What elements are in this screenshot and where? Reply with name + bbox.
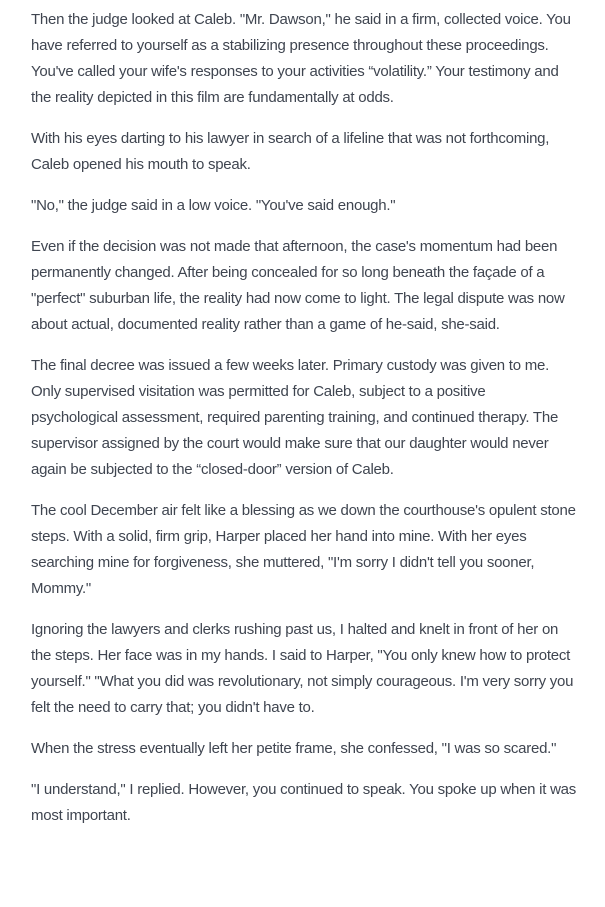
story-paragraph-judge-statement: Then the judge looked at Caleb. "Mr. Dawson," he said in a firm, collected voice. You have referred to yourself as a stabilizing presence throughout these proceedings. You've called your wife's responses to your activities “volatility.” Your testimony and the reality depicted in this film are fundamentally at odds. [31,11,571,106]
story-paragraph-judge-quote: "No," the judge said in a low voice. "You've said enough." [31,197,396,214]
story-paragraph-kneeling: Ignoring the lawyers and clerks rushing past us, I halted and knelt in front of her on the steps. Her face was in my hands. I said to Harper, "You only knew how to protect yourself." "What you did was revolutionary, not simply courageous. I'm very sorry you felt the need to carry that; you didn't have to. [31,621,574,716]
story-paragraph-courthouse-steps: The cool December air felt like a blessing as we down the courthouse's opulent stone steps. With a solid, firm grip, Harper placed her hand into mine. With her eyes searching mine for forgiveness, she muttered, "I'm sorry I didn't tell you sooner, Mommy." [31,502,576,597]
story-paragraph-closing: "I understand," I replied. However, you continued to speak. You spoke up when it was most important. [31,781,577,824]
story-paragraph-case-momentum: Even if the decision was not made that afternoon, the case's momentum had been permanently changed. After being concealed for so long beneath the façade of a "perfect" suburban life, the reality had now come to light. The legal dispute was now about actual, documented reality rather than a game of he-said, she-said. [31,238,565,333]
story-paragraph-confession: When the stress eventually left her petite frame, she confessed, "I was so scared." [31,740,557,757]
story-content [31,7,576,829]
story-paragraph-final-decree: The final decree was issued a few weeks later. Primary custody was given to me. Only supervised visitation was permitted for Caleb, subject to a positive psychological assessment, required parenting training, and continued therapy. The supervisor assigned by the court would make sure that our daughter would never again be subjected to the “closed-door” version of Caleb. [31,357,559,478]
story-paragraph-caleb-reaction: With his eyes darting to his lawyer in search of a lifeline that was not forthcoming, Caleb opened his mouth to speak. [31,130,550,173]
